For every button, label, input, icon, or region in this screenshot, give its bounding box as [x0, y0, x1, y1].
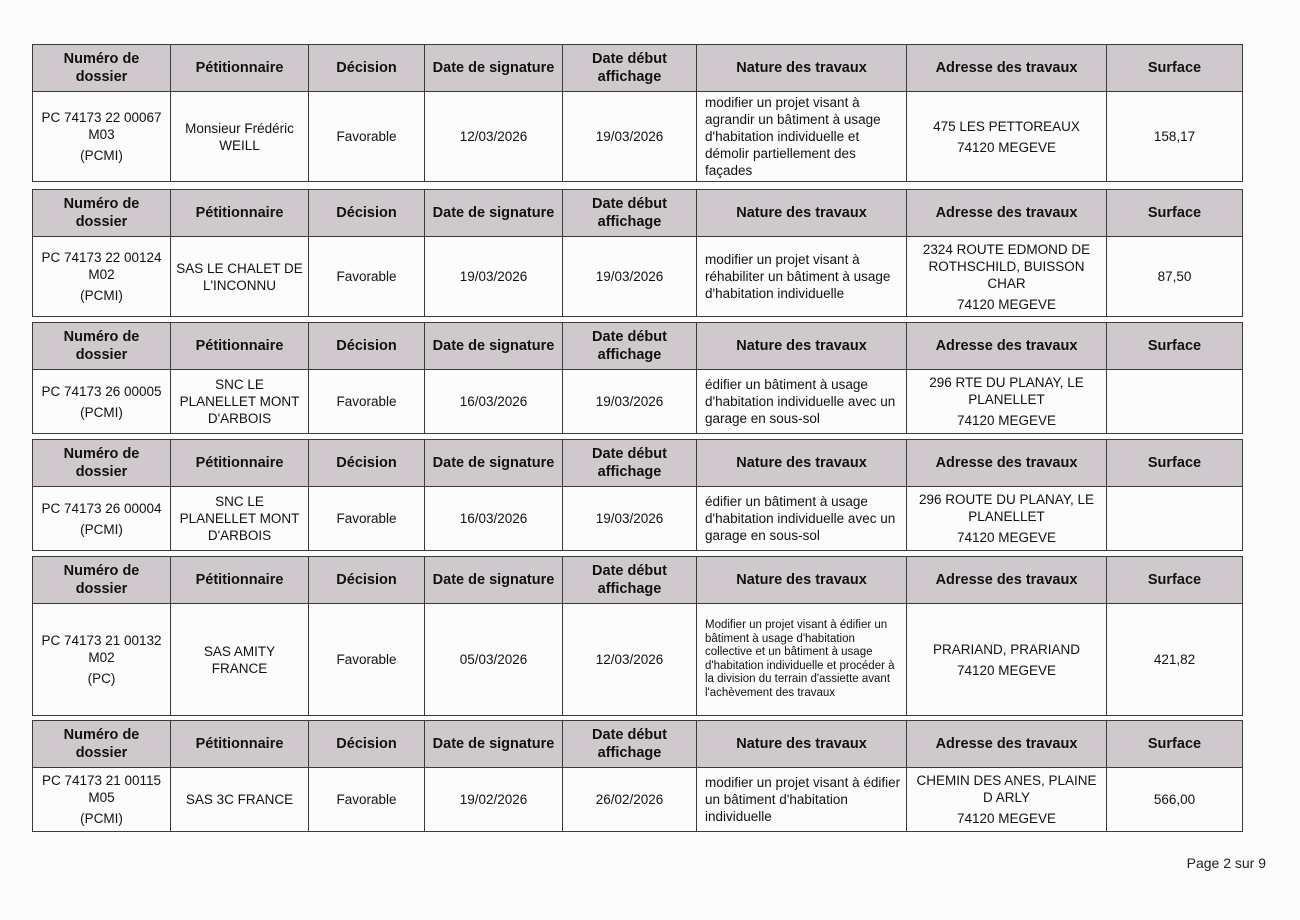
- display-date-cell: 19/03/2026: [563, 487, 697, 551]
- table-row: [33, 370, 1243, 434]
- case-number: PC 74173 22 00124 M02: [41, 250, 162, 282]
- address-street: CHEMIN DES ANES, PLAINE D ARLY: [916, 773, 1097, 805]
- case-number: PC 74173 26 00004: [41, 500, 162, 516]
- permit-table: [32, 439, 1243, 551]
- decision-cell: Favorable: [309, 370, 425, 434]
- works-description-cell: Modifier un projet visant à édifier un bâtiment à usage d'habitation collective et un bâtiment à usage d'habitation individuelle et procéder à la division du terrain d'assiette avant l'achèvement des travaux: [697, 604, 907, 716]
- column-header-surface: Surface: [1107, 721, 1243, 768]
- column-header-adresse: Adresse des travaux: [907, 45, 1107, 92]
- works-description-cell: édifier un bâtiment à usage d'habitation individuelle avec un garage en sous-sol: [697, 487, 907, 551]
- address-street: 296 RTE DU PLANAY, LE PLANELLET: [929, 375, 1084, 407]
- permit-table: [32, 720, 1243, 832]
- column-header-date-signature: Date de signature: [425, 557, 563, 604]
- column-header-date-signature: Date de signature: [425, 721, 563, 768]
- display-date-cell: 19/03/2026: [563, 237, 697, 317]
- column-header-adresse: Adresse des travaux: [907, 440, 1107, 487]
- table-header-row: [33, 557, 1243, 604]
- column-header-adresse: Adresse des travaux: [907, 190, 1107, 237]
- table-row: [33, 237, 1243, 317]
- permit-type: (PC): [87, 671, 116, 686]
- case-number-cell: [33, 237, 171, 317]
- applicant-cell: SNC LE PLANELLET MONT D'ARBOIS: [171, 487, 309, 551]
- column-header-numero: Numéro de dossier: [33, 190, 171, 237]
- column-header-adresse: Adresse des travaux: [907, 323, 1107, 370]
- column-header-petitionnaire: Pétitionnaire: [171, 323, 309, 370]
- table-header-row: [33, 323, 1243, 370]
- works-address-cell: [907, 768, 1107, 832]
- display-date-cell: 19/03/2026: [563, 370, 697, 434]
- applicant-cell: SAS LE CHALET DE L'INCONNU: [171, 237, 309, 317]
- column-header-decision: Décision: [309, 440, 425, 487]
- column-header-date-affichage: Date début affichage: [563, 45, 697, 92]
- surface-cell: 87,50: [1107, 237, 1243, 317]
- table-row: [33, 487, 1243, 551]
- table-header-row: [33, 721, 1243, 768]
- table-row: [33, 92, 1243, 182]
- case-number: PC 74173 22 00067 M03: [41, 110, 162, 142]
- applicant-cell: SAS AMITY FRANCE: [171, 604, 309, 716]
- address-street: PRARIAND, PRARIAND: [932, 641, 1081, 657]
- works-description-cell: modifier un projet visant à édifier un bâtiment d'habitation individuelle: [697, 768, 907, 832]
- applicant-cell: SAS 3C FRANCE: [171, 768, 309, 832]
- signature-date-cell: 12/03/2026: [425, 92, 563, 182]
- column-header-surface: Surface: [1107, 190, 1243, 237]
- address-city: 74120 MEGEVE: [956, 662, 1057, 678]
- works-description-cell: modifier un projet visant à réhabiliter un bâtiment à usage d'habitation individuelle: [697, 237, 907, 317]
- works-address-cell: [907, 92, 1107, 182]
- column-header-numero: Numéro de dossier: [33, 557, 171, 604]
- case-number-cell: [33, 92, 171, 182]
- table-row: [33, 604, 1243, 716]
- column-header-date-signature: Date de signature: [425, 323, 563, 370]
- column-header-petitionnaire: Pétitionnaire: [171, 557, 309, 604]
- signature-date-cell: 19/02/2026: [425, 768, 563, 832]
- works-description-cell: modifier un projet visant à agrandir un bâtiment à usage d'habitation individuelle et démolir partiellement des façades: [697, 92, 907, 182]
- permit-type: (PCMI): [80, 288, 123, 303]
- column-header-surface: Surface: [1107, 323, 1243, 370]
- column-header-nature: Nature des travaux: [697, 440, 907, 487]
- column-header-date-affichage: Date début affichage: [563, 190, 697, 237]
- address-city: 74120 MEGEVE: [956, 139, 1057, 155]
- signature-date-cell: 16/03/2026: [425, 487, 563, 551]
- address-street: 475 LES PETTOREAUX: [933, 118, 1080, 134]
- decision-cell: Favorable: [309, 237, 425, 317]
- works-description-cell: édifier un bâtiment à usage d'habitation individuelle avec un garage en sous-sol: [697, 370, 907, 434]
- works-address-cell: [907, 237, 1107, 317]
- case-number: PC 74173 21 00132 M02: [41, 633, 162, 665]
- display-date-cell: 12/03/2026: [563, 604, 697, 716]
- permit-table: [32, 556, 1243, 716]
- column-header-numero: Numéro de dossier: [33, 440, 171, 487]
- works-address-cell: [907, 604, 1107, 716]
- surface-cell: [1107, 487, 1243, 551]
- permit-table: [32, 44, 1243, 182]
- column-header-decision: Décision: [309, 557, 425, 604]
- column-header-date-signature: Date de signature: [425, 440, 563, 487]
- address-street: 2324 ROUTE EDMOND DE ROTHSCHILD, BUISSON CHAR: [922, 241, 1091, 291]
- table-header-row: [33, 190, 1243, 237]
- signature-date-cell: 16/03/2026: [425, 370, 563, 434]
- column-header-nature: Nature des travaux: [697, 323, 907, 370]
- column-header-surface: Surface: [1107, 45, 1243, 92]
- case-number: PC 74173 26 00005: [41, 383, 162, 399]
- column-header-surface: Surface: [1107, 440, 1243, 487]
- surface-cell: 158,17: [1107, 92, 1243, 182]
- case-number-cell: [33, 370, 171, 434]
- permit-type: (PCMI): [80, 148, 123, 163]
- column-header-petitionnaire: Pétitionnaire: [171, 45, 309, 92]
- works-address-cell: [907, 370, 1107, 434]
- case-number-cell: [33, 768, 171, 832]
- case-number: PC 74173 21 00115 M05: [41, 773, 162, 805]
- decision-cell: Favorable: [309, 604, 425, 716]
- address-city: 74120 MEGEVE: [956, 811, 1057, 826]
- column-header-nature: Nature des travaux: [697, 721, 907, 768]
- column-header-decision: Décision: [309, 45, 425, 92]
- permit-table: [32, 189, 1243, 317]
- permit-table: [32, 322, 1243, 434]
- column-header-date-signature: Date de signature: [425, 45, 563, 92]
- permit-type: (PCMI): [80, 521, 123, 537]
- surface-cell: [1107, 370, 1243, 434]
- display-date-cell: 26/02/2026: [563, 768, 697, 832]
- applicant-cell: Monsieur Frédéric WEILL: [171, 92, 309, 182]
- column-header-date-affichage: Date début affichage: [563, 323, 697, 370]
- column-header-surface: Surface: [1107, 557, 1243, 604]
- column-header-petitionnaire: Pétitionnaire: [171, 190, 309, 237]
- table-row: [33, 768, 1243, 832]
- address-city: 74120 MEGEVE: [956, 530, 1057, 545]
- column-header-decision: Décision: [309, 190, 425, 237]
- column-header-nature: Nature des travaux: [697, 45, 907, 92]
- column-header-date-affichage: Date début affichage: [563, 721, 697, 768]
- permit-type: (PCMI): [80, 404, 123, 420]
- column-header-numero: Numéro de dossier: [33, 323, 171, 370]
- surface-cell: 566,00: [1107, 768, 1243, 832]
- column-header-date-affichage: Date début affichage: [563, 440, 697, 487]
- column-header-petitionnaire: Pétitionnaire: [171, 440, 309, 487]
- display-date-cell: 19/03/2026: [563, 92, 697, 182]
- table-header-row: [33, 440, 1243, 487]
- works-address-cell: [907, 487, 1107, 551]
- column-header-date-signature: Date de signature: [425, 190, 563, 237]
- decision-cell: Favorable: [309, 92, 425, 182]
- surface-cell: 421,82: [1107, 604, 1243, 716]
- case-number-cell: [33, 487, 171, 551]
- signature-date-cell: 19/03/2026: [425, 237, 563, 317]
- address-city: 74120 MEGEVE: [956, 413, 1057, 428]
- column-header-nature: Nature des travaux: [697, 190, 907, 237]
- column-header-petitionnaire: Pétitionnaire: [171, 721, 309, 768]
- permit-type: (PCMI): [80, 811, 123, 826]
- column-header-numero: Numéro de dossier: [33, 45, 171, 92]
- decision-cell: Favorable: [309, 768, 425, 832]
- case-number-cell: [33, 604, 171, 716]
- address-street: 296 ROUTE DU PLANAY, LE PLANELLET: [918, 492, 1095, 524]
- page-number: Page 2 sur 9: [1186, 855, 1266, 871]
- column-header-nature: Nature des travaux: [697, 557, 907, 604]
- column-header-decision: Décision: [309, 323, 425, 370]
- column-header-date-affichage: Date début affichage: [563, 557, 697, 604]
- column-header-numero: Numéro de dossier: [33, 721, 171, 768]
- column-header-adresse: Adresse des travaux: [907, 557, 1107, 604]
- signature-date-cell: 05/03/2026: [425, 604, 563, 716]
- column-header-adresse: Adresse des travaux: [907, 721, 1107, 768]
- table-header-row: [33, 45, 1243, 92]
- address-city: 74120 MEGEVE: [956, 296, 1057, 312]
- column-header-decision: Décision: [309, 721, 425, 768]
- applicant-cell: SNC LE PLANELLET MONT D'ARBOIS: [171, 370, 309, 434]
- decision-cell: Favorable: [309, 487, 425, 551]
